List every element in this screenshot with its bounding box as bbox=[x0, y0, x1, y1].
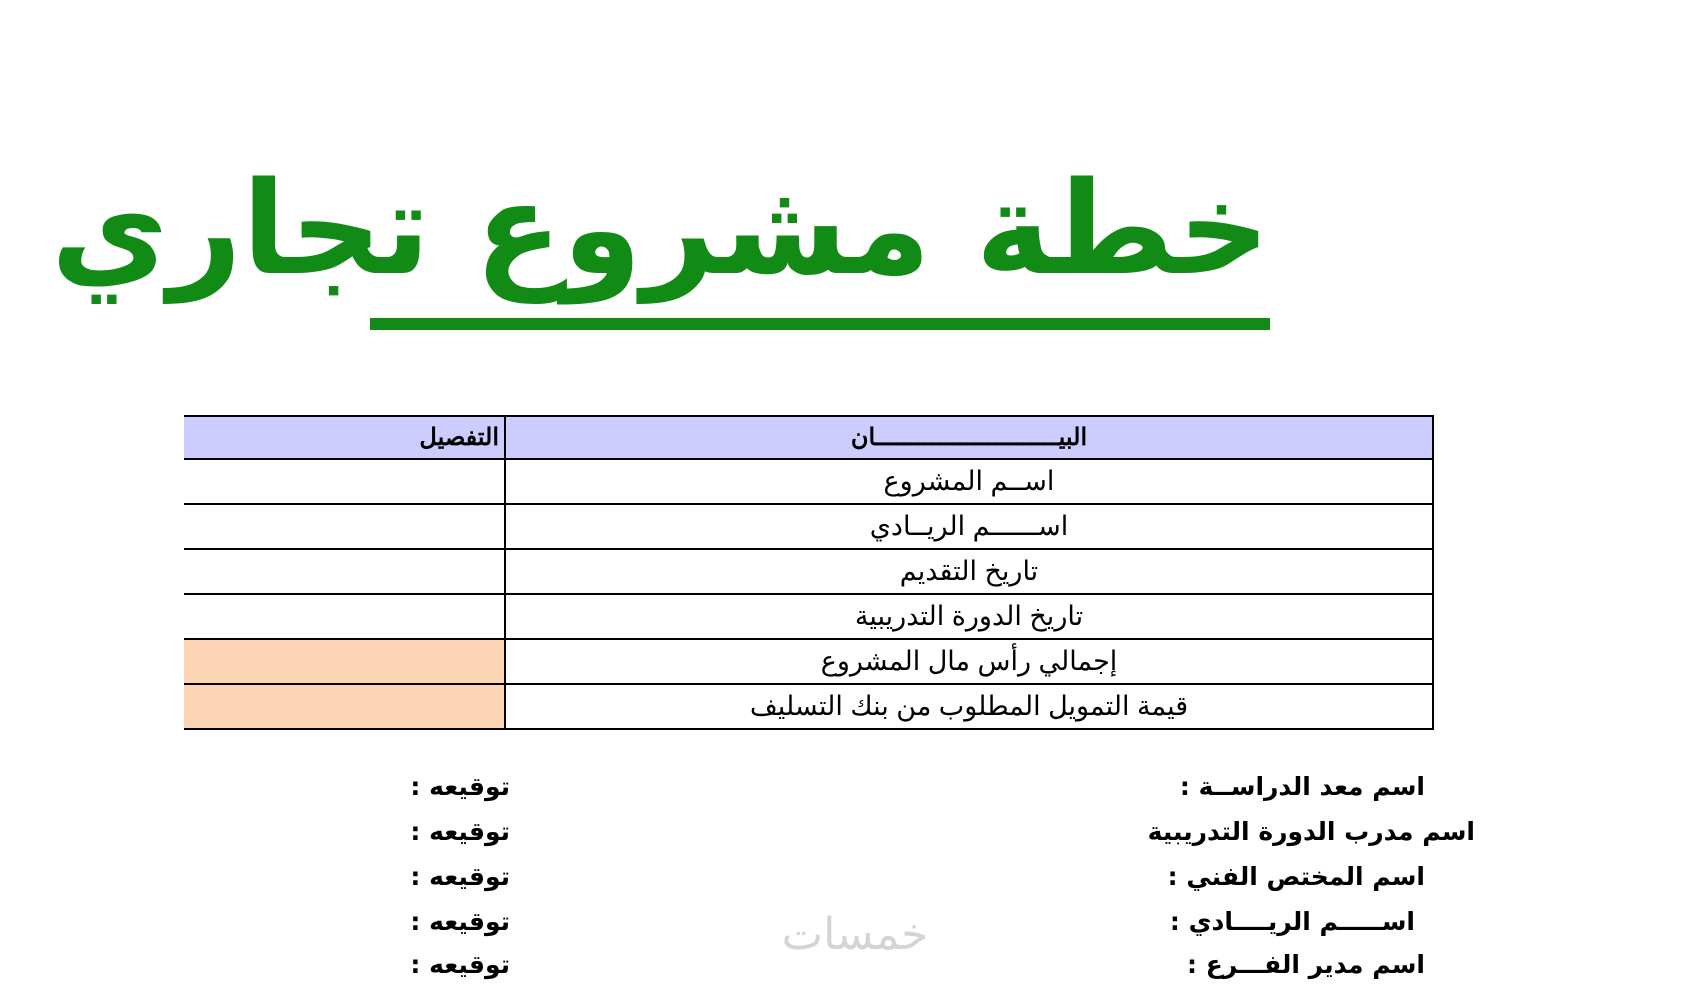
signature-row bbox=[370, 810, 1475, 854]
document-title: خطة مشروع تجاري bbox=[50, 155, 1270, 304]
signature-name-label: اسم معد الدراســة : bbox=[1179, 772, 1425, 801]
row-detail-cell[interactable] bbox=[184, 595, 504, 638]
signature-row bbox=[370, 765, 1440, 809]
row-label: تاريخ التقديم bbox=[504, 550, 1434, 593]
signature-name-label: اســـــم الريــــادي : bbox=[1169, 907, 1415, 936]
table-header-row bbox=[184, 415, 1434, 460]
row-label: إجمالي رأس مال المشروع bbox=[504, 640, 1434, 683]
signature-sign-label: توقيعه : bbox=[410, 862, 510, 891]
signature-sign-label: توقيعه : bbox=[410, 817, 510, 846]
table-row bbox=[184, 550, 1434, 595]
project-info-table bbox=[370, 415, 1434, 730]
row-detail-cell-highlighted[interactable] bbox=[184, 685, 504, 728]
signature-sign-label: توقيعه : bbox=[410, 907, 510, 936]
table-row bbox=[184, 595, 1434, 640]
row-label: اســم المشروع bbox=[504, 460, 1434, 503]
signature-sign-label: توقيعه : bbox=[410, 772, 510, 801]
signature-name-label: اسم المختص الفني : bbox=[1167, 862, 1425, 891]
watermark-logo: خمسات bbox=[781, 909, 929, 960]
row-label: اســــــم الريــادي bbox=[504, 505, 1434, 548]
signature-sign-label: توقيعه : bbox=[410, 950, 510, 979]
table-row bbox=[184, 460, 1434, 505]
row-detail-cell[interactable] bbox=[184, 505, 504, 548]
table-header-detail-label: التفصيل bbox=[419, 424, 499, 451]
table-row bbox=[184, 505, 1434, 550]
row-label: قيمة التمويل المطلوب من بنك التسليف bbox=[504, 685, 1434, 728]
signature-name-label: اسم مدير الفـــرع : bbox=[1187, 950, 1425, 979]
row-detail-cell-highlighted[interactable] bbox=[184, 640, 504, 683]
table-header-main: البيــــــــــــــــــــــــــان bbox=[504, 417, 1434, 458]
title-area bbox=[50, 150, 1270, 340]
table-body bbox=[184, 415, 1434, 730]
row-label: تاريخ الدورة التدريبية bbox=[504, 595, 1434, 638]
title-underline bbox=[370, 318, 1270, 330]
signature-name-label: اسم مدرب الدورة التدريبية bbox=[1147, 817, 1475, 846]
signature-row bbox=[370, 855, 1440, 899]
row-detail-cell[interactable] bbox=[184, 460, 504, 503]
table-header-detail bbox=[184, 417, 504, 458]
table-row bbox=[184, 685, 1434, 730]
row-detail-cell[interactable] bbox=[184, 550, 504, 593]
table-row bbox=[184, 640, 1434, 685]
